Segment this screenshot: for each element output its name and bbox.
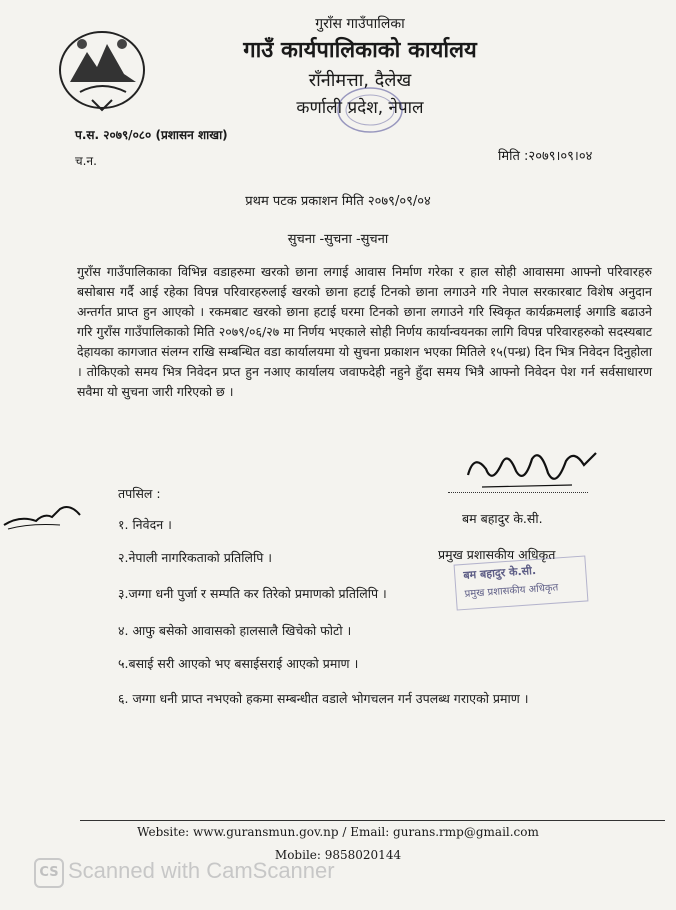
reference-number: प.स. २०७९/०८० (प्रशासन शाखा) [75,128,228,142]
signature-dotted-line [448,492,588,493]
footer-website-email: Website: www.guransmun.gov.np / Email: gurans.rmp@gmail.com [137,825,539,839]
signatory-name: बम बहादुर के.सी. [462,511,543,526]
stamp-title: प्रमुख प्रशासकीय अधिकृत [464,582,559,600]
province-line: कर्णाली प्रदेश, नेपाल [296,98,424,118]
document-date: मिति :२०७९।०९।०४ [498,149,593,164]
list-item: २.नेपाली नागरिकताको प्रतिलिपि । [118,550,273,565]
list-item: ४. आफु बसेको आवासको हालसालै खिचेको फोटो । [118,623,352,638]
camscanner-watermark: Scanned with CamScanner [68,858,335,883]
signatory-stamp [454,555,589,610]
signature [462,445,602,495]
margin-initials [0,495,100,535]
office-stamp [335,85,405,135]
list-item: ३.जग्गा धनी पुर्जा र सम्पति कर तिरेको प्रमाणको प्रतिलिपि । [118,586,387,601]
notice-title: सुचना -सुचना -सुचना [287,232,389,247]
office-name: गाउँ कार्यपालिकाको कार्यालय [243,38,477,63]
office-address: राँनीमत्ता, दैलेख [308,70,412,91]
footer-mobile: Mobile: 9858020144 [274,848,402,862]
publish-date: प्रथम पटक प्रकाशन मिति २०७९/०९/०४ [245,194,431,209]
dispatch-number: च.न. [75,154,97,168]
municipality-name: गुराँस गाउँपालिका [315,16,405,32]
notice-body: गुराँस गाउँपालिकाका विभिन्न वडाहरुमा खरको छाना लगाई आवास निर्माण गरेका र हाल सोही आवासमा आफ्नो परिवारहरु बसोबास गर्दै आई रहेका विपन्न परिवारहरुलाई खरको छाना हटाई टिनको छाना लगाउने गरि नेपाल सरकारबाट विशेष अनुदान अन्तर्गत प्राप्त हुन आएको । रकमबाट खरको छाना हटाई घरमा टिनको छाना लगाउने गरि स्विकृत कार्यक्रमलाई अगाडि बढाउने गरि गुराँस गाउँपालिकाको मिति २०७९/०६/२७ मा निर्णय भएकाले सोही निर्णय कार्यान्वयनका लागि विपन्न परिवारहरुको सदस्यबाट देहायका कागजात संलग्न राखि सम्बन्धित वडा कार्यालयमा यो सुचना प्रकाशन भएका मितिले १५(पन्ध्र) दिन भित्र निवेदन दिनुहोला । तोकिएको समय भित्र निवेदन प्रप्त हुन नआए कार्यालय जवाफदेही नहुने हुँदा समय भित्रै आफ्नो निवेदन पेश गर्न सर्वसाधारण सवैमा यो सुचना जारी गरिएको छ । [77,264,652,399]
stamp-name: बम बहादुर के.सी. [462,563,537,582]
list-item: ५.बसाई सरी आएको भए बसाईसराई आएको प्रमाण । [118,656,359,671]
list-item: १. निवेदन । [118,517,172,532]
camscanner-logo-icon: CS [34,858,64,888]
footer-rule [80,820,665,821]
list-heading: तपसिल : [118,486,161,501]
list-item: ६. जग्गा धनी प्राप्त नभएको हकमा सम्बन्धीत वडाले भोगचलन गर्न उपलब्ध गराएको प्रमाण । [118,691,529,706]
signatory-title: प्रमुख प्रशासकीय अधिकृत [438,547,556,562]
